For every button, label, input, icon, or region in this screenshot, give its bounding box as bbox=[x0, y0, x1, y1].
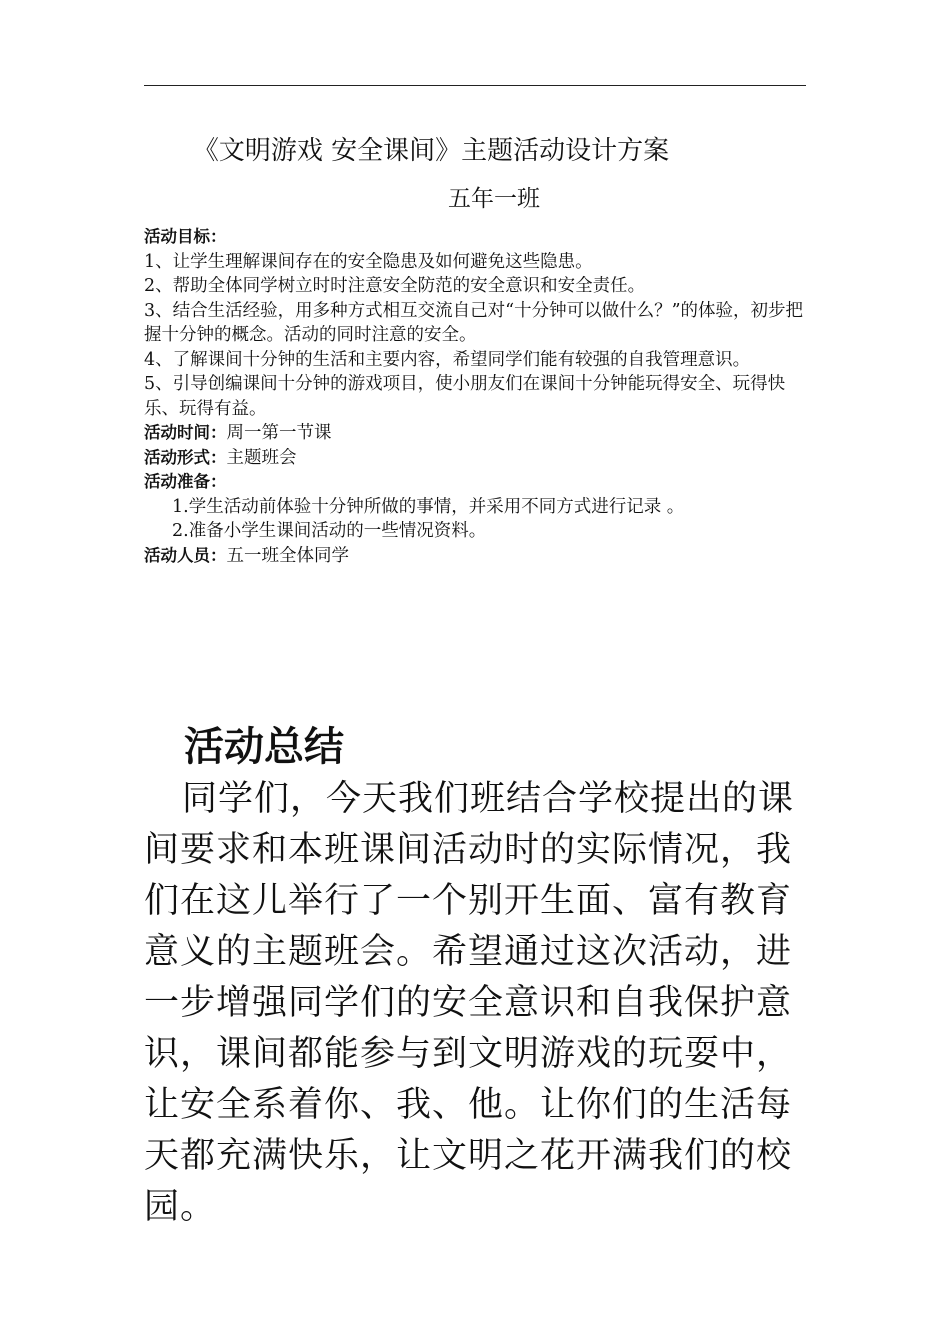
goals-label: 活动目标： bbox=[144, 227, 227, 246]
summary-text: 同学们，今天我们班结合学校提出的课间要求和本班课间活动时的实际情况，我们在这儿举行了一个别开生面、富有教育意义的主题班会。希望通过这次活动，进一步增强同学们的安全意识和自我保护意识，课间都能参与到文明游戏的玩耍中，让安全系着你、我、他。让你们的生活每天都充满快乐，让文明之花开满我们的校园。 bbox=[144, 779, 795, 1227]
document-title bbox=[144, 136, 806, 166]
activity-time-row bbox=[144, 421, 812, 446]
prep-label: 活动准备： bbox=[144, 472, 227, 491]
time-value: 周一第一节课 bbox=[226, 423, 332, 443]
class-name: 五年一班 bbox=[448, 186, 540, 212]
document-title-text: 《文明游戏 安全课间》主题活动设计方案 bbox=[192, 136, 670, 166]
form-value: 主题班会 bbox=[226, 447, 297, 468]
activity-plan bbox=[144, 225, 812, 568]
people-label: 活动人员： bbox=[144, 545, 227, 565]
prep-item: 1.学生活动前体验十分钟所做的事情，并采用不同方式进行记录 。 bbox=[172, 496, 685, 517]
form-label: 活动形式： bbox=[144, 447, 227, 467]
activity-people-row bbox=[144, 544, 812, 569]
activity-form-row bbox=[144, 446, 812, 471]
goal-item: 1、让学生理解课间存在的安全隐患及如何避免这些隐患。 bbox=[144, 251, 593, 272]
time-label: 活动时间： bbox=[144, 423, 227, 442]
header-rule bbox=[144, 85, 806, 86]
activity-summary bbox=[144, 722, 814, 1233]
prep-item: 2.准备小学生课间活动的一些情况资料。 bbox=[172, 521, 487, 541]
goal-item: 3、结合生活经验，用多种方式相互交流自己对“十分钟可以做什么？”的体验，初步把握十分钟的概念。活动的同时注意的安全。 bbox=[144, 300, 804, 345]
goal-item: 4、了解课间十分钟的生活和主要内容，希望同学们能有较强的自我管理意识。 bbox=[144, 349, 751, 370]
people-value: 五一班全体同学 bbox=[226, 545, 349, 566]
goal-item: 2、帮助全体同学树立时时注意安全防范的安全意识和安全责任。 bbox=[144, 276, 646, 296]
goal-item: 5、引导创编课间十分钟的游戏项目，使小朋友们在课间十分钟能玩得安全、玩得快乐、玩得有益。 bbox=[144, 374, 786, 419]
summary-heading: 活动总结 bbox=[184, 724, 344, 770]
